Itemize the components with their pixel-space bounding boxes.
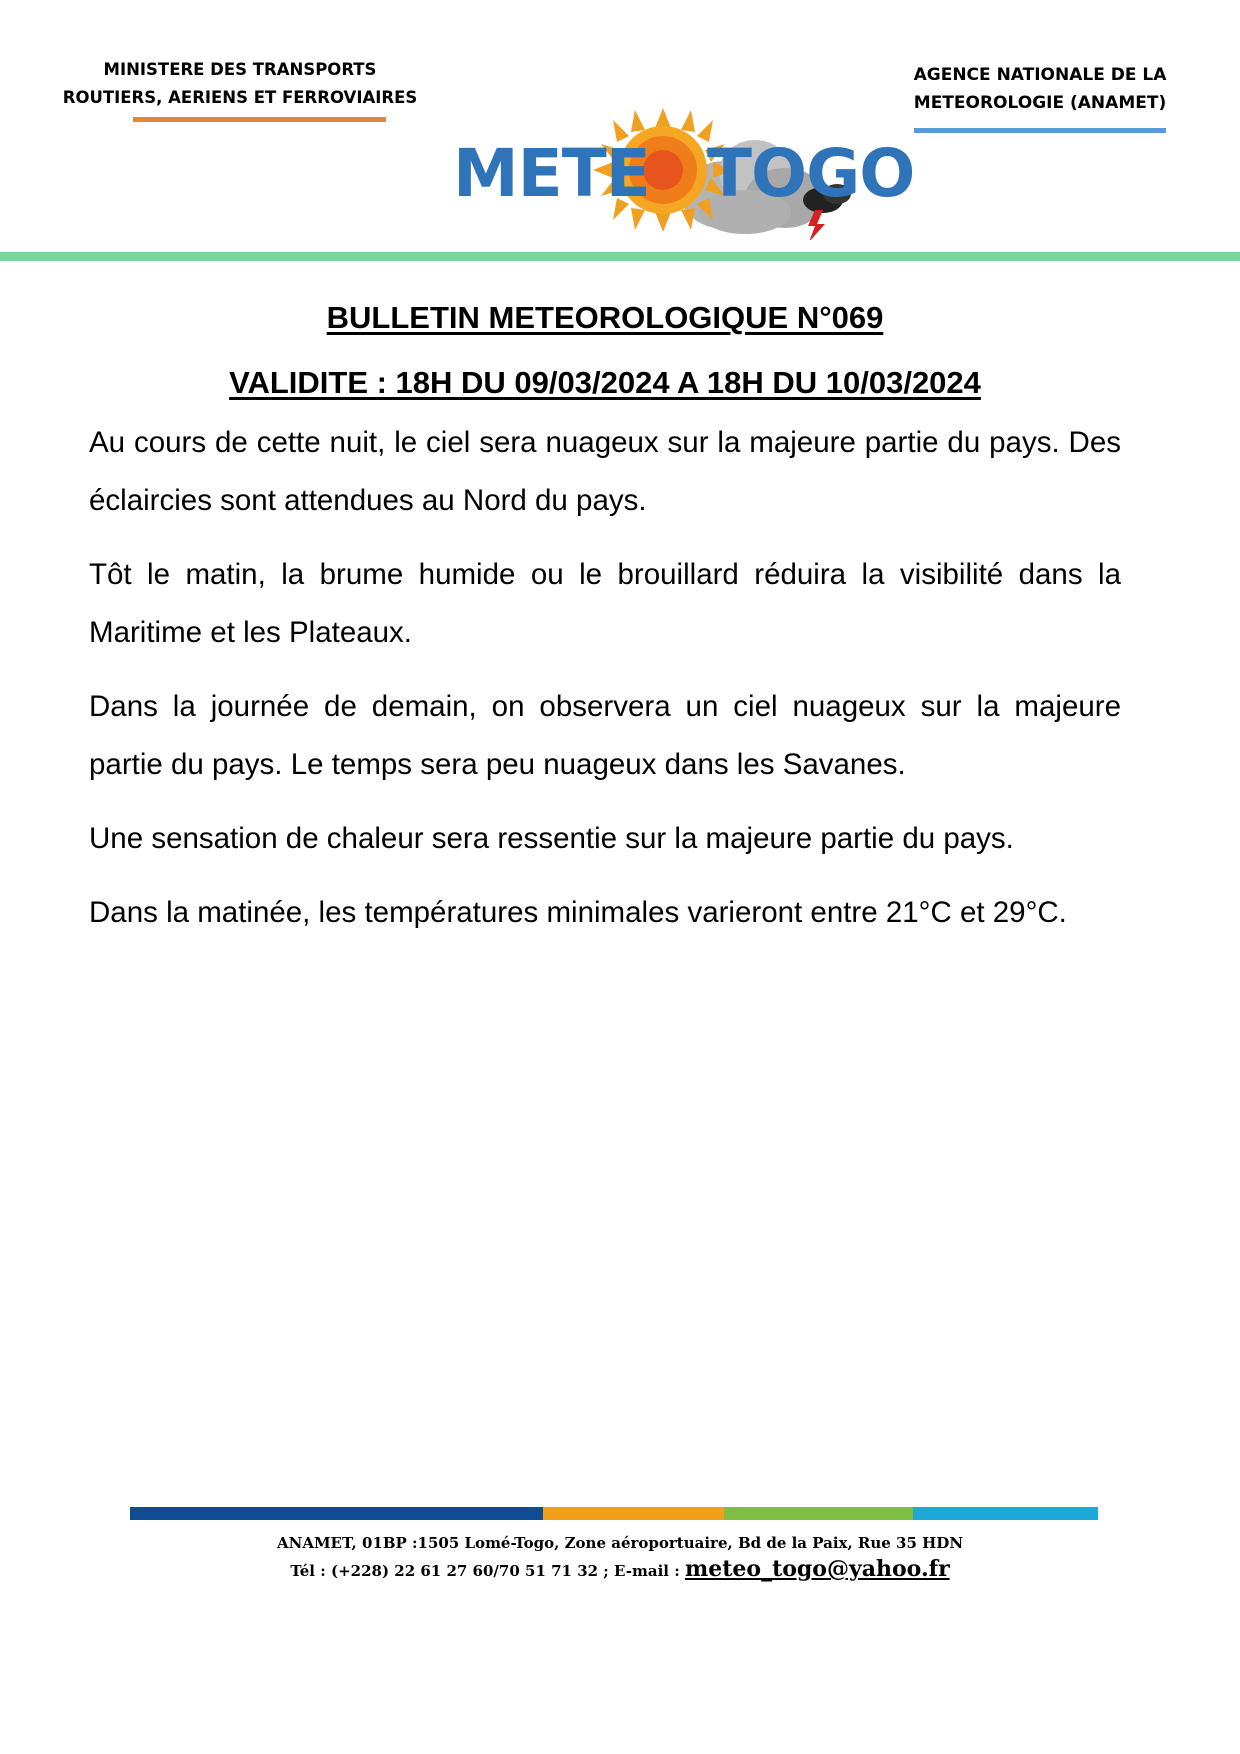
footer-bar-orange <box>543 1507 724 1520</box>
logo-text-right: TOGO <box>707 135 915 212</box>
ministry-underline <box>133 117 386 122</box>
forecast-body <box>89 414 1121 958</box>
header-divider <box>0 252 1240 261</box>
forecast-paragraph-morning: Tôt le matin, la brume humide ou le brouillard réduira la visibilité dans la Maritime et les Plateaux. <box>89 558 1121 649</box>
footer-contact <box>0 1556 1240 1582</box>
footer-bar-green <box>724 1507 913 1520</box>
forecast-paragraph-night: Au cours de cette nuit, le ciel sera nuageux sur la majeure partie du pays. Des éclaircies sont attendues au Nord du pays. <box>89 426 1121 517</box>
forecast-paragraph-heat: Une sensation de chaleur sera ressentie sur la majeure partie du pays. <box>89 822 1014 855</box>
footer-bar-blue <box>130 1507 543 1520</box>
bulletin-title: BULLETIN METEOROLOGIQUE N°069 <box>326 300 884 335</box>
forecast-paragraph-day: Dans la journée de demain, on observera un ciel nuageux sur la majeure partie du pays. Le temps sera peu nuageux dans les Savanes. <box>89 690 1121 781</box>
footer-bar-cyan <box>913 1507 1098 1520</box>
agency-line-2: METEOROLOGIE (ANAMET) <box>913 93 1167 113</box>
logo-text-left: METE <box>453 135 650 212</box>
ministry-name <box>40 56 440 112</box>
ministry-line-1: MINISTERE DES TRANSPORTS <box>103 60 377 79</box>
agency-underline <box>914 128 1166 133</box>
agency-line-1: AGENCE NATIONALE DE LA <box>913 65 1167 85</box>
ministry-line-2: ROUTIERS, AERIENS ET FERROVIAIRES <box>62 88 418 107</box>
agency-name <box>880 61 1200 117</box>
footer-phone: Tél : (+228) 22 61 27 60/70 51 71 32 ; E-mail : <box>290 1562 685 1580</box>
meteo-togo-logo <box>445 100 925 240</box>
forecast-paragraph-temperatures: Dans la matinée, les températures minimales varieront entre 21°C et 29°C. <box>89 896 1067 929</box>
bulletin-validity: VALIDITE : 18H DU 09/03/2024 A 18H DU 10/03/2024 <box>229 365 981 400</box>
footer-address: ANAMET, 01BP :1505 Lomé-Togo, Zone aéroportuaire, Bd de la Paix, Rue 35 HDN <box>276 1534 964 1552</box>
footer-email-link[interactable]: meteo_togo@yahoo.fr <box>684 1556 950 1582</box>
footer-color-bar <box>130 1507 1098 1520</box>
